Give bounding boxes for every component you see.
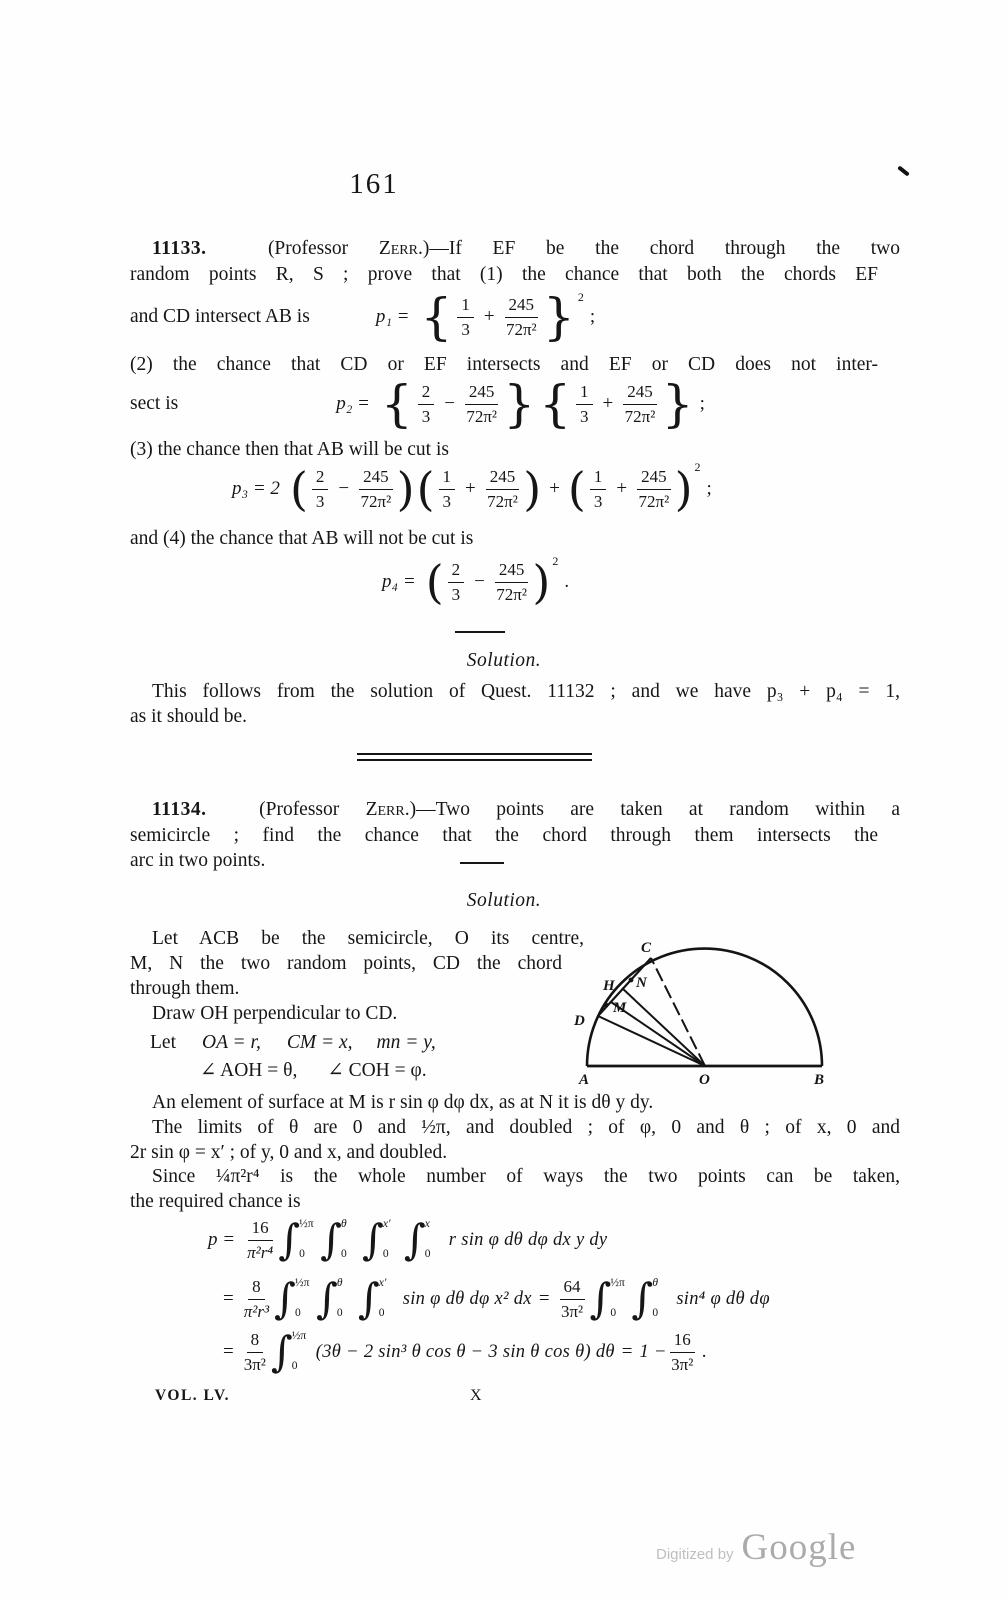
angles-line <box>200 1058 427 1083</box>
plus-sign: + <box>602 393 614 414</box>
integral: ∫ x 0 <box>403 1215 431 1264</box>
right-paren: ) <box>523 462 542 516</box>
plus-sign: + <box>616 478 628 499</box>
equals-sign: = <box>538 1288 550 1309</box>
section-double-rule <box>357 753 592 761</box>
solution2-body1: An element of surface at M is r sin φ dφ dx, as at N it is dθ y dy. <box>152 1092 654 1113</box>
punctuation: . <box>564 571 570 592</box>
fraction: $\frac{245}{\text{72π²}}$ <box>360 466 392 511</box>
equals-sign: = <box>223 1341 234 1362</box>
fraction: $\frac{64}{\text{3π²}}$ <box>560 1276 584 1321</box>
integral: ∫ x′ 0 <box>357 1274 387 1323</box>
question-11134-line2: semicircle ; find the chance that the chord through them intersects the <box>130 825 878 846</box>
fraction: $\frac{245}{\text{72π²}}$ <box>505 294 537 339</box>
left-paren: ( <box>416 462 435 516</box>
integrand: r sin φ dθ dφ dx y dy <box>448 1229 608 1250</box>
label-C: C <box>641 940 652 956</box>
label-O: O <box>699 1072 710 1088</box>
left-brace: { <box>539 375 572 433</box>
formula-lead-text: sect is <box>130 393 179 414</box>
p3-symbol: p₃ = 2 <box>232 478 280 499</box>
punctuation: ; <box>706 478 712 499</box>
let-word: Let <box>150 1032 176 1053</box>
solution-heading: Solution. <box>466 650 542 671</box>
fraction: 1 3 <box>576 382 593 426</box>
fraction: $\frac{245}{\text{72π²}}$ <box>638 466 670 511</box>
fraction: $\frac{245}{\text{72π²}}$ <box>487 466 518 511</box>
integral-formula-3 <box>223 1324 707 1380</box>
fraction: $\frac{16}{\text{π²r⁴}}$ <box>247 1217 274 1262</box>
integral-formula-2 <box>223 1270 770 1328</box>
minus-sign: − <box>338 478 350 499</box>
author-name: Zerr <box>378 238 418 259</box>
formula-p2 <box>130 374 705 434</box>
volume-footer: VOL. LV. <box>155 1387 231 1404</box>
line-OC <box>651 958 705 1066</box>
author-name: Zerr <box>365 799 405 820</box>
point-N <box>629 978 634 983</box>
fraction: 1 3 <box>439 467 456 511</box>
exponent: 2 <box>552 554 559 568</box>
integral: ∫ ½π 0 <box>274 1274 310 1323</box>
definition-mn: mn = y, <box>376 1032 436 1053</box>
exponent: 2 <box>577 290 584 304</box>
integral: ∫ θ 0 <box>631 1274 659 1323</box>
fraction: $\frac{245}{\text{72π²}}$ <box>624 381 656 426</box>
plus-sign: + <box>465 478 476 499</box>
fraction: $\frac{8}{\text{π²r³}}$ <box>243 1276 270 1321</box>
solution1-line1: This follows from the solution of Quest. 11132 ; and we have p₃ + p₄ = 1, <box>152 681 900 702</box>
solution2-line2: M, N the two random points, CD the chord <box>130 953 562 974</box>
solution-heading: Solution. <box>466 890 542 911</box>
punctuation: ; <box>699 393 705 414</box>
definition-OA: OA = r, <box>201 1032 261 1053</box>
angle-AOH: ∠ AOH = θ, <box>200 1060 298 1081</box>
right-paren: ) <box>396 462 415 516</box>
question-11134-line1: 11134. (Professor Zerr.)—Two points are taken at random within a <box>152 799 900 820</box>
solution2-line4: Draw OH perpendicular to CD. <box>152 1003 398 1024</box>
formula-p3 <box>232 458 712 520</box>
line-OD <box>598 1016 705 1066</box>
integral: ∫ ½π 0 <box>589 1274 625 1323</box>
byline: (Professor <box>259 799 340 820</box>
label-H: H <box>603 978 615 994</box>
punctuation: . <box>701 1341 707 1362</box>
plus-sign: + <box>483 306 495 327</box>
label-N: N <box>636 975 647 991</box>
question-number: 11134. <box>152 799 207 820</box>
integral: ∫ θ 0 <box>315 1274 343 1323</box>
label-D: D <box>574 1013 585 1029</box>
fraction: $\frac{245}{\text{72π²}}$ <box>496 559 527 604</box>
integral: ∫ θ 0 <box>320 1215 347 1264</box>
label-B: B <box>814 1072 825 1088</box>
p-symbol: p = <box>208 1229 236 1250</box>
integrand: (3θ − 2 sin³ θ cos θ − 3 sin θ cos θ) dθ <box>315 1341 615 1362</box>
right-paren: ) <box>674 462 693 516</box>
fraction: $\frac{8}{\text{3π²}}$ <box>243 1329 266 1374</box>
semicircle-figure <box>565 906 855 1088</box>
left-paren: ( <box>567 462 586 516</box>
p1-symbol: p₁ = <box>375 306 410 327</box>
fraction: 1 3 <box>590 467 607 511</box>
equals-sign: = <box>621 1341 633 1362</box>
p2-symbol: p₂ = <box>336 393 370 414</box>
question-11133-line2: random points R, S ; prove that (1) the chance that both the chords EF <box>130 264 878 285</box>
fraction: 2 3 <box>312 467 329 511</box>
question-11133-part4: and (4) the chance that AB will not be cut is <box>130 528 474 549</box>
solution2-body3: 2r sin φ = x′ ; of y, 0 and x, and doubled. <box>130 1142 448 1163</box>
exponent: 2 <box>694 460 701 474</box>
integral: ∫ ½π 0 <box>270 1327 307 1376</box>
integral: ∫ ½π 0 <box>278 1215 314 1264</box>
fraction: 2 3 <box>418 382 435 426</box>
right-brace: } <box>503 375 536 433</box>
right-brace: } <box>661 375 694 433</box>
p4-symbol: p₄ = <box>382 571 416 592</box>
solution2-line1: Let ACB be the semicircle, O its centre, <box>152 928 584 949</box>
punctuation: ; <box>589 306 596 327</box>
definition-CM: CM = x, <box>286 1032 353 1053</box>
fraction: 2 3 <box>448 560 465 604</box>
plus-sign: + <box>549 478 560 499</box>
solution2-body5: the required chance is <box>130 1191 301 1212</box>
formula-lead-text: and CD intersect AB is <box>130 306 310 327</box>
left-paren: ( <box>425 555 444 609</box>
integral: ∫ x′ 0 <box>362 1215 391 1264</box>
question-11134-line3: arc in two points. <box>130 850 266 871</box>
fraction: $\frac{16}{\text{3π²}}$ <box>671 1329 694 1374</box>
left-brace: { <box>420 288 453 346</box>
formula-p1 <box>130 288 595 346</box>
google-logo: Google <box>741 1527 857 1568</box>
question-11133-part3: (3) the chance then that AB will be cut is <box>130 439 449 460</box>
digitization-watermark <box>656 1526 856 1569</box>
equals-sign: = <box>223 1288 234 1309</box>
point-M <box>604 1003 609 1008</box>
line-OH <box>622 988 705 1066</box>
solution1-line2: as it should be. <box>130 706 247 727</box>
solution2-body4: Since ¼π²r⁴ is the whole number of ways the two points can be taken, <box>152 1166 900 1187</box>
ink-speck <box>897 165 910 176</box>
label-A: A <box>579 1072 590 1088</box>
integrand: sin⁴ φ dθ dφ <box>676 1288 770 1309</box>
right-brace: } <box>543 288 575 346</box>
solution2-body2: The limits of θ are 0 and ½π, and doubled ; of φ, 0 and θ ; of x, 0 and <box>152 1117 900 1138</box>
integrand: sin φ dθ dφ x² dx <box>402 1288 532 1309</box>
signature-mark: X <box>470 1387 482 1404</box>
angle-COH: ∠ COH = φ. <box>327 1060 427 1081</box>
solution2-line3: through them. <box>130 978 240 999</box>
question-11133-line1: 11133. (Professor Zerr.)—If EF be the chord through the two <box>152 238 901 259</box>
question-number: 11133. <box>152 238 207 259</box>
result-term: 1 − <box>639 1341 667 1362</box>
left-paren: ( <box>289 462 308 516</box>
label-M: M <box>613 1000 627 1016</box>
formula-p4 <box>382 552 569 612</box>
fraction: $\frac{245}{\text{72π²}}$ <box>466 381 498 426</box>
right-paren: ) <box>532 555 551 609</box>
byline: (Professor <box>267 238 349 259</box>
integral-formula-1 <box>208 1212 607 1268</box>
page-number: 161 <box>349 168 399 200</box>
question-11133-part2: (2) the chance that CD or EF intersects and EF or CD does not inter- <box>130 354 878 375</box>
definitions-line <box>150 1030 436 1055</box>
minus-sign: − <box>444 393 455 414</box>
separator-rule <box>460 862 504 864</box>
separator-rule <box>455 631 505 633</box>
fraction: 1 3 <box>457 295 474 339</box>
left-brace: { <box>380 375 413 433</box>
minus-sign: − <box>474 571 485 592</box>
watermark-text: Digitized by <box>656 1546 734 1563</box>
